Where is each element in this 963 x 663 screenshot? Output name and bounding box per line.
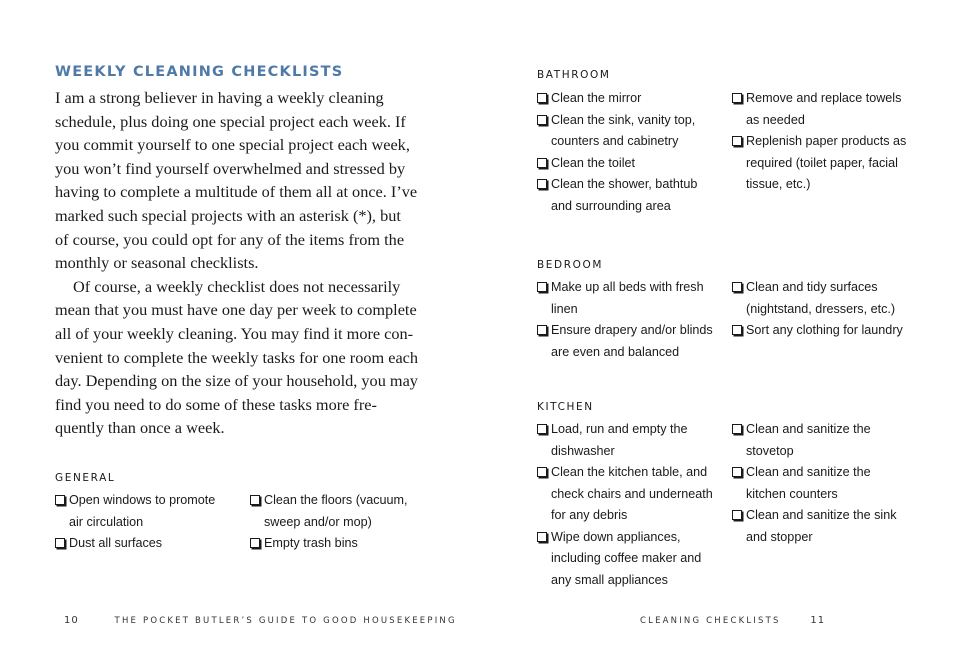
checkbox-icon[interactable] bbox=[537, 282, 547, 292]
text-line: marked such special projects with an asterisk (*), but bbox=[55, 205, 401, 225]
checklist-item[interactable]: Load, run and empty the dishwasher bbox=[537, 419, 713, 462]
checkbox-icon[interactable] bbox=[250, 538, 260, 548]
checkbox-icon[interactable] bbox=[732, 510, 742, 520]
checkbox-icon[interactable] bbox=[537, 158, 547, 168]
bathroom-checklist-col2 bbox=[732, 88, 906, 196]
kitchen-checklist-col1 bbox=[537, 419, 713, 591]
text-line: venient to complete the weekly tasks for one room each bbox=[55, 347, 419, 367]
text-line: of course, you could opt for any of the items from the bbox=[55, 229, 405, 249]
running-title: THE POCKET BUTLER’S GUIDE TO GOOD HOUSEKEEPING bbox=[114, 616, 457, 626]
section-label-bedroom: BEDROOM bbox=[537, 259, 604, 271]
paragraph-2 bbox=[55, 275, 427, 440]
page-number: 10 bbox=[64, 615, 79, 626]
checklist-item[interactable]: Clean the shower, bathtub and surrounding area bbox=[537, 174, 697, 217]
checklist-item[interactable]: Make up all beds with fresh linen bbox=[537, 277, 713, 320]
intro-text bbox=[55, 86, 427, 440]
checklist-item[interactable]: Clean the mirror bbox=[537, 88, 697, 110]
text-line: monthly or seasonal checklists. bbox=[55, 253, 259, 273]
text-line: find you need to do some of these tasks more fre- bbox=[55, 394, 377, 414]
checkbox-icon[interactable] bbox=[732, 467, 742, 477]
text-line: you won’t find yourself overwhelmed and stressed by bbox=[55, 158, 406, 178]
checklist-item[interactable]: Clean and sanitize the stovetop bbox=[732, 419, 897, 462]
checklist-item[interactable]: Clean and sanitize the kitchen counters bbox=[732, 462, 897, 505]
checkbox-icon[interactable] bbox=[55, 538, 65, 548]
checkbox-icon[interactable] bbox=[732, 282, 742, 292]
checklist-item[interactable]: Dust all surfaces bbox=[55, 533, 215, 555]
checklist-item[interactable]: Empty trash bins bbox=[250, 533, 408, 555]
checklist-item[interactable]: Clean the sink, vanity top, counters and cabinetry bbox=[537, 110, 697, 153]
checkbox-icon[interactable] bbox=[537, 532, 547, 542]
checkbox-icon[interactable] bbox=[732, 424, 742, 434]
text-line: you commit yourself to one special project each week, bbox=[55, 135, 410, 155]
bedroom-checklist-col2 bbox=[732, 277, 903, 342]
checkbox-icon[interactable] bbox=[537, 325, 547, 335]
text-line: I am a strong believer in having a weekly cleaning bbox=[55, 88, 384, 107]
checklist-item[interactable]: Replenish paper products as required (toilet paper, facial tissue, etc.) bbox=[732, 131, 906, 196]
left-footer bbox=[64, 615, 457, 626]
text-line: Of course, a weekly checklist does not necessarily bbox=[73, 276, 401, 296]
checklist-item[interactable]: Remove and replace towels as needed bbox=[732, 88, 906, 131]
checklist-item[interactable]: Clean the toilet bbox=[537, 153, 697, 175]
section-label-general: GENERAL bbox=[55, 472, 116, 484]
checkbox-icon[interactable] bbox=[537, 467, 547, 477]
left-page bbox=[0, 0, 481, 663]
checkbox-icon[interactable] bbox=[55, 495, 65, 505]
right-page bbox=[482, 0, 963, 663]
checklist-item[interactable]: Wipe down appliances, including coffee maker and any small appliances bbox=[537, 527, 713, 592]
general-checklist-col2 bbox=[250, 490, 408, 555]
checkbox-icon[interactable] bbox=[732, 93, 742, 103]
checklist-item[interactable]: Clean the floors (vacuum, sweep and/or mop) bbox=[250, 490, 408, 533]
checklist-item[interactable]: Clean the kitchen table, and check chairs and underneath for any debris bbox=[537, 462, 713, 527]
right-footer bbox=[640, 615, 825, 626]
section-label-bathroom: BATHROOM bbox=[537, 69, 611, 81]
checklist-item[interactable]: Clean and tidy surfaces (nightstand, dressers, etc.) bbox=[732, 277, 903, 320]
running-title: CLEANING CHECKLISTS bbox=[640, 616, 781, 626]
text-line: mean that you must have one day per week to complete bbox=[55, 300, 417, 320]
checklist-item[interactable]: Open windows to promote air circulation bbox=[55, 490, 215, 533]
checkbox-icon[interactable] bbox=[537, 179, 547, 189]
text-line: all of your weekly cleaning. You may find it more con- bbox=[55, 323, 414, 343]
checkbox-icon[interactable] bbox=[537, 93, 547, 103]
bathroom-checklist-col1 bbox=[537, 88, 697, 217]
checklist-item[interactable]: Clean and sanitize the sink and stopper bbox=[732, 505, 897, 548]
checkbox-icon[interactable] bbox=[732, 136, 742, 146]
section-label-kitchen: KITCHEN bbox=[537, 401, 594, 413]
text-line: day. Depending on the size of your household, you may bbox=[55, 371, 418, 391]
kitchen-checklist-col2 bbox=[732, 419, 897, 548]
page-number: 11 bbox=[810, 615, 826, 626]
checklist-item[interactable]: Sort any clothing for laundry bbox=[732, 320, 903, 342]
page-heading: WEEKLY CLEANING CHECKLISTS bbox=[55, 64, 344, 80]
paragraph-1 bbox=[55, 86, 427, 275]
checkbox-icon[interactable] bbox=[537, 115, 547, 125]
text-line: quently than once a week. bbox=[55, 418, 225, 438]
checkbox-icon[interactable] bbox=[250, 495, 260, 505]
general-checklist-col1 bbox=[55, 490, 215, 555]
checklist-item[interactable]: Ensure drapery and/or blinds are even and balanced bbox=[537, 320, 713, 363]
checkbox-icon[interactable] bbox=[732, 325, 742, 335]
text-line: having to complete a multitude of them all at once. I’ve bbox=[55, 182, 418, 202]
bedroom-checklist-col1 bbox=[537, 277, 713, 363]
checkbox-icon[interactable] bbox=[537, 424, 547, 434]
text-line: schedule, plus doing one special project each week. If bbox=[55, 111, 406, 131]
